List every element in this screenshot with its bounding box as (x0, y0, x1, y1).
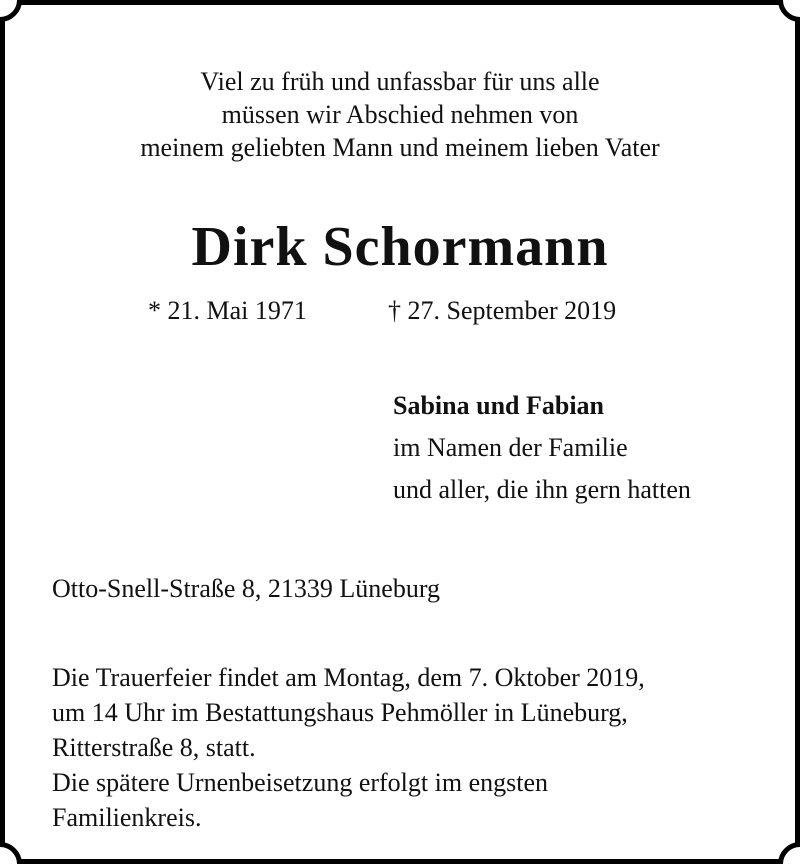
border-corner-bottom-right (778, 842, 800, 864)
notice-line-3: Ritterstraße 8, statt. (52, 733, 256, 762)
signer-names: Sabina und Fabian (393, 391, 605, 420)
death-date: † 27. September 2019 (388, 296, 617, 325)
intro-line-1: Viel zu früh und unfassbar für uns alle (200, 67, 600, 96)
deceased-name: Dirk Schormann (191, 216, 609, 278)
notice-line-2: um 14 Uhr im Bestattungshaus Pehmöller in Lüneburg, (52, 698, 628, 727)
signers-line-2: und aller, die ihn gern hatten (393, 475, 691, 504)
family-address: Otto-Snell-Straße 8, 21339 Lüneburg (52, 574, 441, 603)
intro-text (5, 65, 795, 164)
notice-line-4: Die spätere Urnenbeisetzung erfolgt im engsten (52, 768, 548, 797)
intro-line-3: meinem geliebten Mann und meinem lieben Vater (140, 133, 660, 162)
border-corner-top-right (778, 0, 800, 22)
birth-date: * 21. Mai 1971 (148, 296, 307, 325)
intro-line-2: müssen wir Abschied nehmen von (221, 100, 579, 129)
funeral-notice (52, 660, 645, 835)
signers-line-1: im Namen der Familie (393, 433, 628, 462)
signers-block (393, 385, 691, 511)
border-corner-top-left (0, 0, 22, 22)
notice-line-5: Familienkreis. (52, 803, 202, 832)
border-corner-bottom-left (0, 842, 22, 864)
notice-line-1: Die Trauerfeier findet am Montag, dem 7. Oktober 2019, (52, 663, 645, 692)
